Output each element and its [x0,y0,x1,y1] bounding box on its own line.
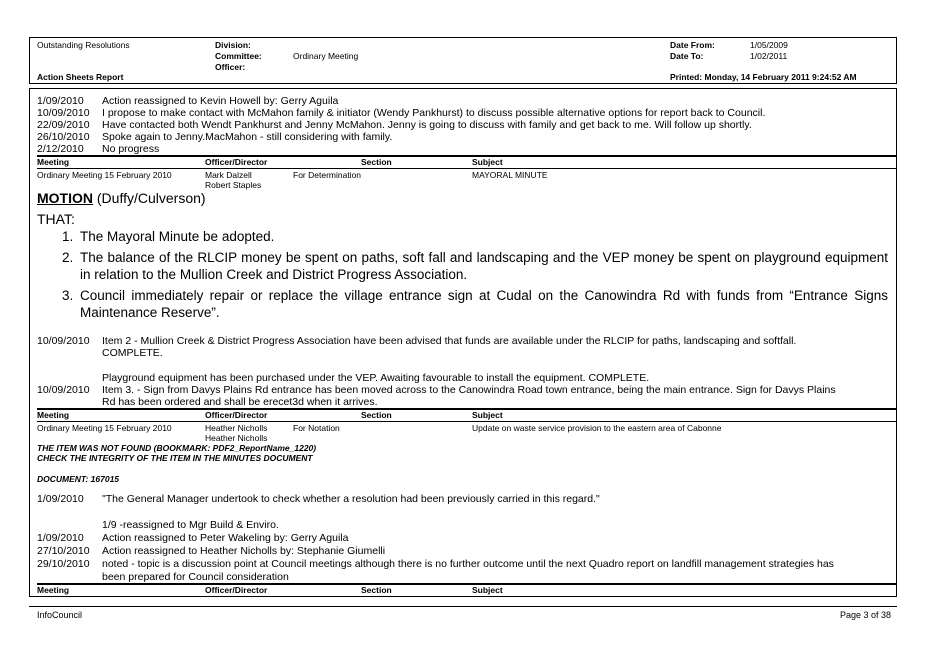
item-officer: Heather Nicholls [205,433,268,443]
officer-label: Officer: [215,62,246,72]
item-meeting: Ordinary Meeting 15 February 2010 [37,423,172,433]
printed-line [670,72,857,83]
date-to-label: Date To: [670,51,704,61]
item-warning: CHECK THE INTEGRITY OF THE ITEM IN THE MINUTES DOCUMENT [37,453,313,463]
item-officer: Heather Nicholls [205,423,268,433]
col-officer: Officer/Director [205,157,268,167]
report-org: Outstanding Resolutions [37,40,130,50]
division-label: Division: [215,40,251,50]
motion-movers: (Duffy/Culverson) [96,190,206,206]
date-to-value: 1/02/2011 [750,51,788,61]
col-subject: Subject [472,585,503,595]
footer-rule [29,606,897,607]
col-section: Section [361,157,392,167]
item-officer: Mark Dalzell [205,170,252,180]
column-header [37,585,897,596]
col-meeting: Meeting [37,157,70,167]
column-header [37,410,897,421]
item-officer: Robert Staples [205,180,262,190]
item-warning: THE ITEM WAS NOT FOUND (BOOKMARK: PDF2_ReportName_1220) [37,443,317,453]
item-section: For Determination [293,170,362,180]
motion-point: 1. The Mayoral Minute be adopted. [62,229,275,244]
date-from-label: Date From: [670,40,715,50]
divider [37,168,897,169]
col-subject: Subject [472,157,503,167]
date-from-value: 1/05/2009 [750,40,788,50]
motion-point: 3. Council immediately repair or replace the village entrance sign at Cudal on the Canowindra Rd with funds from “Entrance Signs Maintenance Reserve”. [62,288,888,320]
motion-point: 2. The balance of the RLCIP money be spent on paths, soft fall and landscaping and the VEP money be spent on playground equipment in relation to the Mullion Creek and District Progress Association. [62,250,888,282]
col-meeting: Meeting [37,585,70,595]
report-title: Action Sheets Report [37,72,124,82]
printed-value: Monday, 14 February 2011 9:24:52 AM [704,72,857,82]
col-meeting: Meeting [37,410,70,420]
that-label: THAT: [37,211,75,227]
committee-value: Ordinary Meeting [293,51,359,61]
item-section: For Notation [293,423,340,433]
divider [37,421,897,422]
col-subject: Subject [472,410,503,420]
col-officer: Officer/Director [205,585,268,595]
item-meeting: Ordinary Meeting 15 February 2010 [37,170,172,180]
page-number: Page 3 of 38 [839,610,891,620]
committee-label: Committee: [215,51,262,61]
col-officer: Officer/Director [205,410,268,420]
col-section: Section [361,585,392,595]
printed-label: Printed: [670,72,703,82]
col-section: Section [361,410,392,420]
item-subject: Update on waste service provision to the eastern area of Cabonne [472,423,722,433]
motion-label: MOTION [37,190,93,206]
document-id: DOCUMENT: 167015 [37,474,120,484]
motion-heading [37,190,206,207]
column-header [37,157,897,168]
item-meta [37,423,897,443]
footer-brand: InfoCouncil [37,610,83,620]
item-subject: MAYORAL MINUTE [472,170,548,180]
item-meta [37,170,897,190]
